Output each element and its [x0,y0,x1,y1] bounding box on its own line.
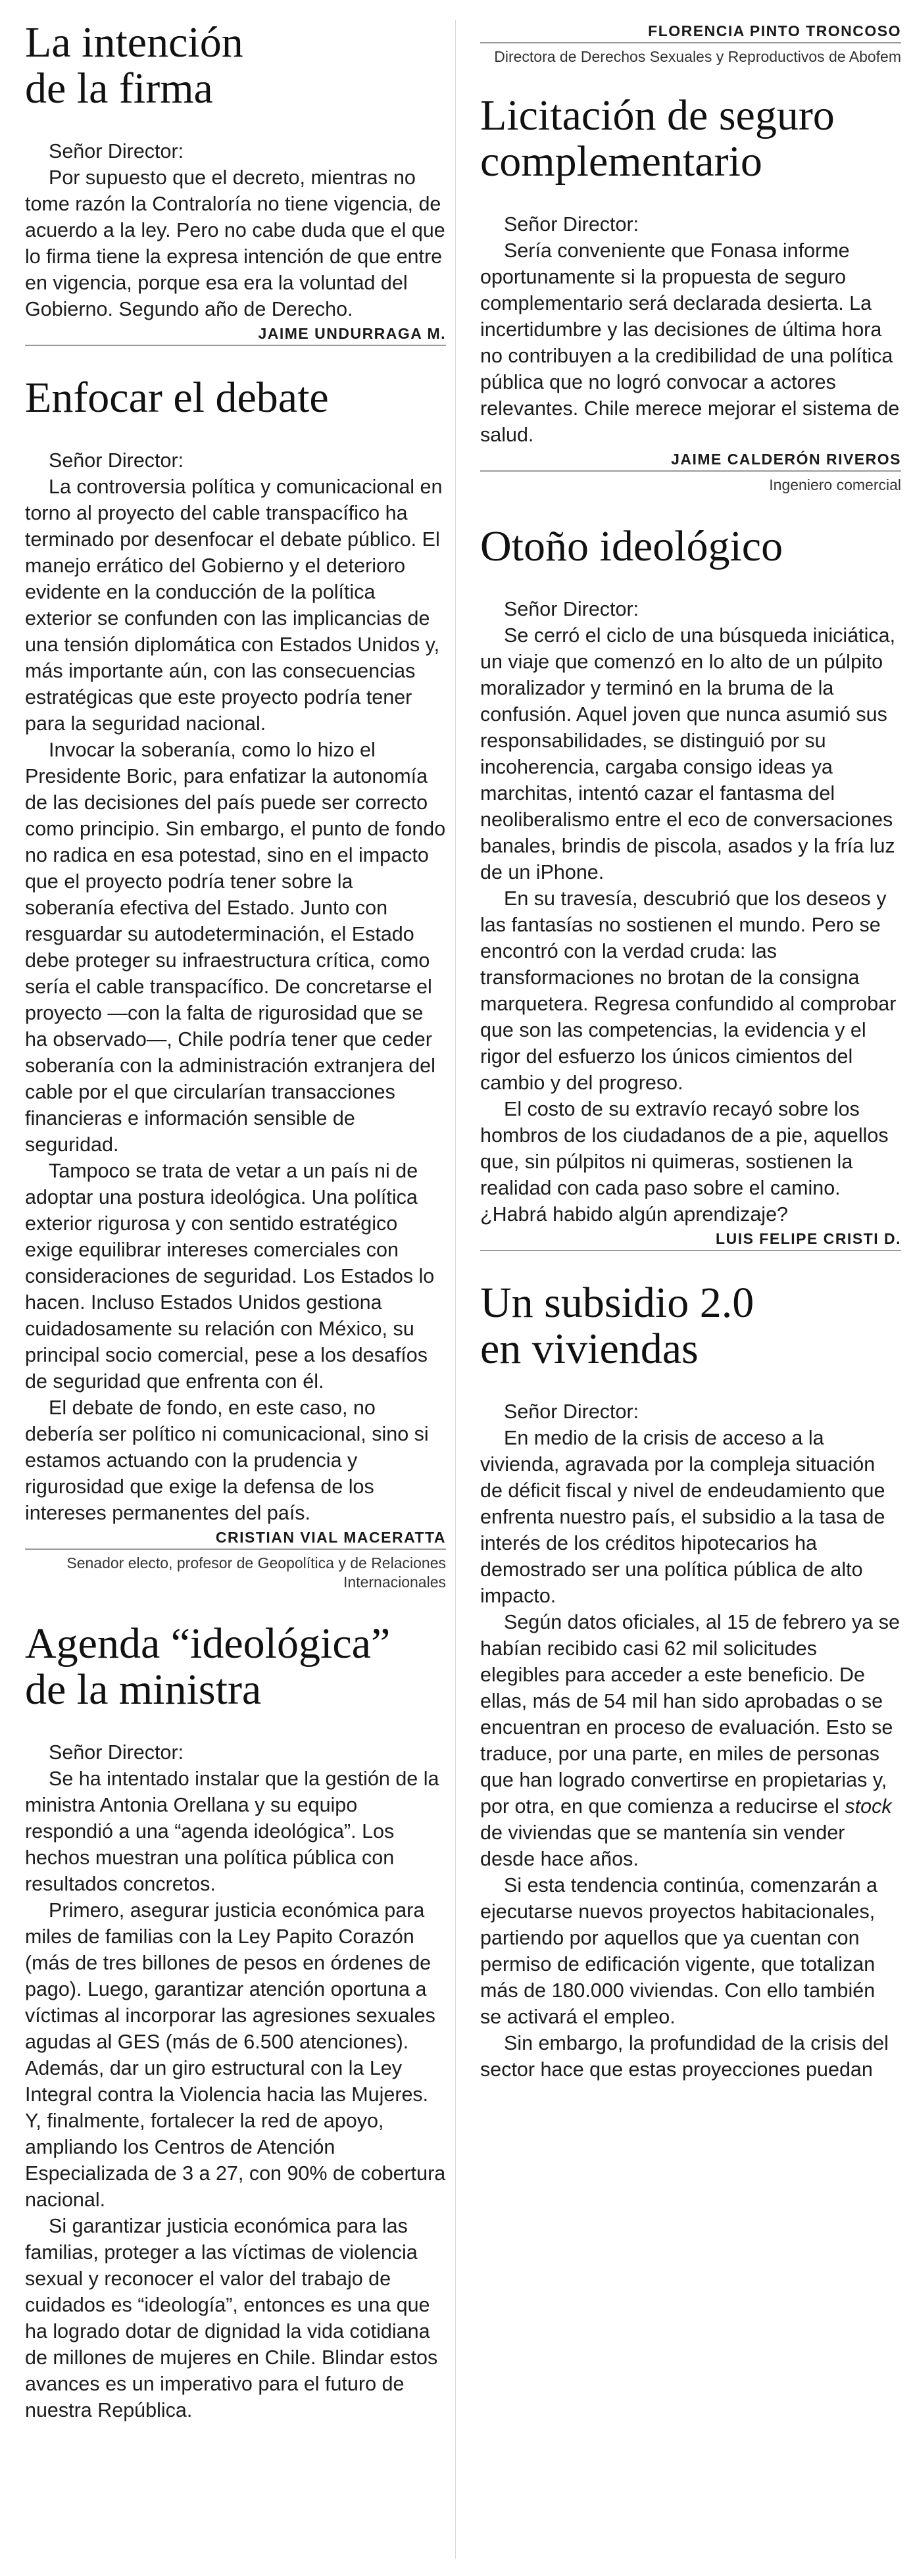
letter-title: Un subsidio 2.0 en viviendas [480,1279,754,1373]
letter-paragraph: El costo de su extravío recayó sobre los hombros de los ciudadanos de a pie, aquellos que, sin púlpitos ni quimeras, sostienen la realidad con cada paso sobre el camino. ¿Habrá habido algún aprendizaje? [480,1098,889,1226]
letter-otono-ideologico [480,524,901,1251]
salutation: Señor Director: [49,449,184,472]
column-divider [455,20,456,2559]
letter-paragraph: El debate de fondo, en este caso, no debería ser político ni comunicacional, sino si estamos actuando con la prudencia y rigurosidad que exige la defensa de los intereses permanentes del país. [25,1397,429,1524]
letter-agenda-ideologica-continued [480,22,901,66]
letter-paragraph: Tampoco se trata de vetar a un país ni de adoptar una postura ideológica. Una política exterior rigurosa y con sentido estratégico exige equilibrar intereses comerciales con consideraciones de seguridad. Los Estados lo hacen. Incluso Estados Unidos gestiona cuidadosamente su relación con México, su principal socio comercial, pese a los desafíos de seguridad que enfrenta con él. [25,1160,435,1393]
letter-la-intencion [25,20,446,346]
letter-paragraph: Según datos oficiales, al 15 de febrero ya se habían recibido casi 62 mil solicitudes elegibles para acceder a este beneficio. De ellas, más de 54 mil han sido aprobadas o se encuentran en proceso de evaluación. Esto se traduce, por una parte, en miles de personas que han logrado convertirse en propietarias y, por otra, en que comienza a reducirse el stock de viviendas que se mantenía sin vender desde hace años. [480,1611,900,1870]
letter-title: Enfocar el debate [25,374,329,422]
letter-signature: FLORENCIA PINTO TRONCOSO [480,22,901,43]
salutation: Señor Director: [504,213,639,235]
letter-title: La intención de la firma [25,18,243,112]
left-column [25,20,446,2452]
letter-paragraph: Se ha intentado instalar que la gestión de la ministra Antonia Orellana y su equipo respondió a una “agenda ideológica”. Los hechos muestran una política pública con resultados concretos. [25,1768,439,1895]
letter-paragraph: Si garantizar justicia económica para las familias, proteger a las víctimas de violencia sexual y reconocer el valor del trabajo de cuidados es “ideología”, entonces es una que ha logrado dotar de dignidad la vida cotidiana de millones de mujeres en Chile. Blindar estos avances es un imperativo para el futuro de nuestra República. [25,2215,438,2421]
letter-paragraph: En medio de la crisis de acceso a la vivienda, agravada por la compleja situación de déficit fiscal y nivel de endeudamiento que enfrenta nuestro país, el subsidio a la tasa de interés de los créditos hipotecarios ha demostrado ser una política pública de alto impacto. [480,1427,885,1607]
letter-subsidio-viviendas [480,1280,901,2083]
letter-paragraph: Sería conveniente que Fonasa informe oportunamente si la propuesta de seguro complementario será declarada desierta. La incertidumbre y las decisiones de última hora no contribuyen a la credibilidad de una política pública que no logró convocar a actores relevantes. Chile merece mejorar el sistema de salud. [480,239,900,446]
letter-signature: JAIME UNDURRAGA M. [25,325,446,346]
letter-paragraph: Si esta tendencia continúa, comenzarán a ejecutarse nuevos proyectos habitacionales, partiendo por aquellos que ya cuentan con permiso de edificación vigente, que totalizan más de 180.000 viviendas. Con ello también se activará el empleo. [480,1874,878,2028]
letter-signature: LUIS FELIPE CRISTI D. [480,1230,901,1251]
letter-enfocar-debate [25,375,446,1592]
letter-title: Otoño ideológico [480,522,783,570]
letter-signature-title: Directora de Derechos Sexuales y Reproductivos de Abofem [494,48,901,65]
letter-agenda-ideologica [25,1621,446,2423]
letter-paragraph: La controversia política y comunicacional en torno al proyecto del cable transpacífico ha terminado por desenfocar el debate público. El manejo errático del Gobierno y el deterioro evidente en la conducción de la política exterior se confunden con las implicancias de una tensión diplomática con Estados Unidos y, más importante aún, con las consecuencias estratégicas que este proyecto podría tener para la seguridad nacional. [25,476,443,735]
letter-licitacion-seguro [480,93,901,495]
letter-title: Agenda “ideológica” de la ministra [25,1620,391,1714]
letter-title: Licitación de seguro complementario [480,91,835,186]
letter-signature-title: Ingeniero comercial [769,476,901,493]
letter-paragraph: Sin embargo, la profundidad de la crisis del sector hace que estas proyecciones puedan [480,2032,889,2081]
letter-paragraph: Se cerró el ciclo de una búsqueda iniciática, un viaje que comenzó en lo alto de un púlpito moralizador y terminó en la bruma de la confusión. Aquel joven que nunca asumió sus responsabilidades, se distinguió por su incoherencia, cargaba consigo ideas ya marchitas, intentó cazar el fantasma del neoliberalismo entre el eco de conversaciones banales, brindis de piscola, asados y la fría luz de un iPhone. [480,624,896,883]
right-column [480,20,901,2112]
letter-signature: JAIME CALDERÓN RIVEROS [480,451,901,472]
letter-paragraph: Invocar la soberanía, como lo hizo el Presidente Boric, para enfatizar la autonomía de las decisiones del país puede ser correcto como principio. Sin embargo, el punto de fondo no radica en esa potestad, sino en el impacto que el proyecto podría tener sobre la soberanía efectiva del Estado. Junto con resguardar su autodeterminación, el Estado debe proteger su infraestructura crítica, como sería el cable transpacífico. De concretarse el proyecto —con la falta de rigurosidad que se ha observado—, Chile podría tener que ceder soberanía con la administración extranjera del cable por el que circularían transacciones financieras e información sensible de seguridad. [25,739,446,1156]
letter-signature-title: Senador electo, profesor de Geopolítica y de Relaciones Internacionales [66,1554,446,1591]
salutation: Señor Director: [49,140,184,162]
letter-paragraph: En su travesía, descubrió que los deseos y las fantasías no sostienen el mundo. Pero se encontró con la verdad cruda: las transformaciones no brotan de la consigna marquetera. Regresa confundido al comprobar que son las competencias, la evidencia y el rigor del esfuerzo los únicos cimientos del cambio y del progreso. [480,887,897,1094]
letter-paragraph: Primero, asegurar justicia económica para miles de familias con la Ley Papito Corazón (más de tres billones de pesos en órdenes de pago). Luego, garantizar atención oportuna a víctimas al incorporar las agresiones sexuales agudas al GES (más de 6.500 atenciones). Además, dar un giro estructural con la Ley Integral contra la Violencia hacia las Mujeres. Y, finalmente, fortalecer la red de apoyo, ampliando los Centros de Atención Especializada de 3 a 27, con 90% de cobertura nacional. [25,1899,446,2211]
letter-paragraph: Por supuesto que el decreto, mientras no tome razón la Contraloría no tiene vigencia, de acuerdo a la ley. Pero no cabe duda que el que lo firma tiene la expresa intención de que entre en vigencia, porque esa era la voluntad del Gobierno. Segundo año de Derecho. [25,166,445,320]
salutation: Señor Director: [504,598,639,620]
salutation: Señor Director: [49,1741,184,1764]
letter-signature: CRISTIAN VIAL MACERATTA [25,1529,446,1550]
salutation: Señor Director: [504,1400,639,1423]
